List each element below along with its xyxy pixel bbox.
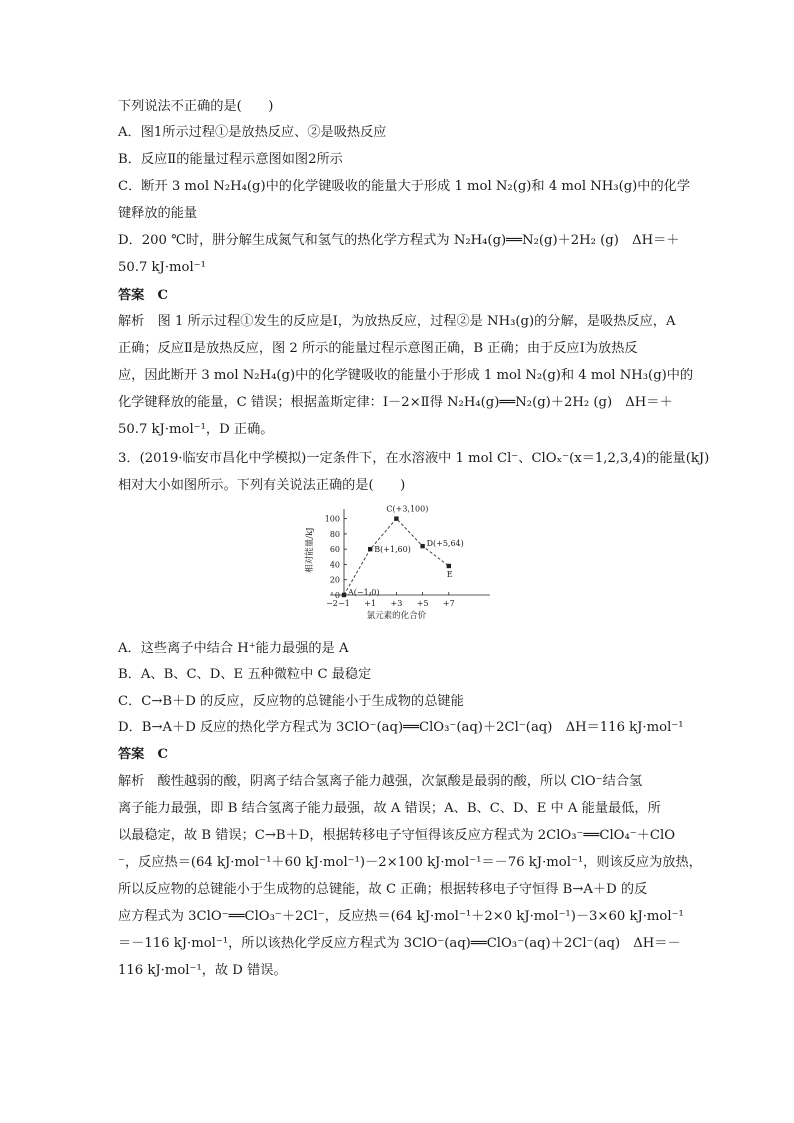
data-label-d: D(+5,64) — [426, 539, 464, 549]
question3-analysis-line: 所以反应物的总键能小于生成物的总键能，故 C 正确；根据转移电子守恒得 B→A＋D 的反 — [118, 882, 648, 897]
y-tick-label: 80 — [329, 529, 340, 539]
question1-analysis-line: 正确；反应Ⅱ是放热反应，图 2 所示的能量过程示意图正确，B 正确；由于反应Ⅰ为放热反 — [118, 341, 638, 356]
question1-answer: 答案 C — [118, 288, 169, 303]
question3-stem-cont: 相对大小如图所示。下列有关说法正确的是( ) — [118, 478, 406, 493]
question3-option-b: B．A、B、C、D、E 五种微粒中 C 最稳定 — [118, 667, 372, 682]
question3-analysis-line: 离子能力最强，即 B 结合氢离子能力最强，故 A 错误；A、B、C、D、E 中 A 能量最低，所 — [118, 801, 661, 816]
data-point-e — [447, 564, 451, 568]
data-label-e: E — [446, 569, 453, 579]
data-point-d — [420, 544, 424, 548]
question3-analysis-line: 解析 酸性越弱的酸，阴离子结合氢离子能力越强，次氯酸是最弱的酸，所以 ClO⁻结合氢 — [118, 774, 643, 789]
y-tick-label: 20 — [329, 575, 340, 585]
y-tick-label: 0 — [334, 591, 340, 600]
y-tick-label: 40 — [329, 560, 340, 570]
question3-analysis-line: 116 kJ·mol⁻¹，故 D 错误。 — [118, 963, 287, 978]
data-point-a — [342, 593, 346, 597]
x-tick-label: +1 — [364, 599, 377, 608]
question3-option-d: D．B→A＋D 反应的热化学方程式为 3ClO⁻(aq)══ClO₃⁻(aq)＋2Cl⁻(aq) ΔH＝116 kJ·mol⁻¹ — [118, 720, 684, 735]
data-point-b — [368, 547, 372, 551]
y-tick-label: 60 — [329, 545, 340, 555]
question3-option-a: A．这些离子中结合 H⁺能力最强的是 A — [118, 641, 349, 656]
question3-option-c: C．C→B＋D 的反应，反应物的总键能小于生成物的总键能 — [118, 694, 464, 709]
x-tick-label: +3 — [390, 599, 403, 608]
data-point-c — [394, 516, 398, 520]
question1-option-c-cont: 键释放的能量 — [118, 206, 198, 221]
x-axis-label: 氯元素的化合价 — [366, 611, 427, 621]
series-line — [344, 519, 449, 595]
energy-chart — [300, 505, 500, 635]
question3-stem: 3．(2019·临安市昌化中学模拟)一定条件下，在水溶液中 1 mol Cl⁻、ClOₓ⁻(x＝1,2,3,4)的能量(kJ) — [118, 451, 710, 466]
question1-analysis-line: 50.7 kJ·mol⁻¹，D 正确。 — [118, 422, 274, 437]
question1-option-d-cont: 50.7 kJ·mol⁻¹ — [118, 260, 206, 275]
x-tick-label: −2 — [326, 599, 338, 608]
data-label-b: B(+1,60) — [374, 545, 411, 555]
question1-option-b: B．反应Ⅱ的能量过程示意图如图2所示 — [118, 152, 343, 167]
question1-option-a: A．图1所示过程①是放热反应、②是吸热反应 — [118, 125, 387, 140]
question1-analysis-line: 解析 图 1 所示过程①发生的反应是Ⅰ，为放热反应，过程②是 NH₃(g)的分解，是吸热反应，A — [118, 314, 676, 329]
x-tick-label: +7 — [442, 599, 455, 608]
question1-option-d: D．200 ℃时，肼分解生成氮气和氢气的热化学方程式为 N₂H₄(g)══N₂(g)＋2H₂ (g) ΔH＝＋ — [118, 233, 680, 248]
question3-analysis-line: 以最稳定，故 B 错误；C→B＋D，根据转移电子守恒得该反应方程式为 2ClO₃⁻══ClO₄⁻＋ClO — [118, 828, 676, 843]
question1-analysis-line: 应，因此断开 3 mol N₂H₄(g)中的化学键吸收的能量小于形成 1 mol N₂(g)和 4 mol NH₃(g)中的 — [118, 368, 694, 383]
question3-analysis-line: ⁻，反应热＝(64 kJ·mol⁻¹＋60 kJ·mol⁻¹)－2×100 kJ·mol⁻¹＝－76 kJ·mol⁻¹，则该反应为放热， — [118, 855, 702, 870]
question3-analysis-line: 应方程式为 3ClO⁻══ClO₃⁻＋2Cl⁻，反应热＝(64 kJ·mol⁻¹＋2×0 kJ·mol⁻¹)－3×60 kJ·mol⁻¹ — [118, 909, 684, 924]
data-label-c: C(+3,100) — [386, 505, 429, 514]
y-tick-label: 100 — [324, 514, 340, 524]
question1-prompt: 下列说法不正确的是( ) — [118, 99, 274, 114]
question3-answer: 答案 C — [118, 747, 169, 762]
data-label-a: A(−1,0) — [348, 588, 380, 597]
x-tick-label: −1 — [338, 599, 350, 608]
y-axis-label: 相对能量/kJ — [305, 527, 315, 573]
chart-plot-area — [304, 505, 490, 621]
x-tick-label: +5 — [416, 599, 429, 608]
question3-analysis-line: ＝－116 kJ·mol⁻¹，所以该热化学反应方程式为 3ClO⁻(aq)══ClO₃⁻(aq)＋2Cl⁻(aq) ΔH＝－ — [118, 936, 681, 951]
question1-analysis-line: 化学键释放的能量，C 错误；根据盖斯定律：Ⅰ－2×Ⅱ得 N₂H₄(g)══N₂(g)＋2H₂ (g) ΔH＝＋ — [118, 395, 673, 410]
question1-option-c: C．断开 3 mol N₂H₄(g)中的化学键吸收的能量大于形成 1 mol N₂(g)和 4 mol NH₃(g)中的化学 — [118, 179, 691, 194]
